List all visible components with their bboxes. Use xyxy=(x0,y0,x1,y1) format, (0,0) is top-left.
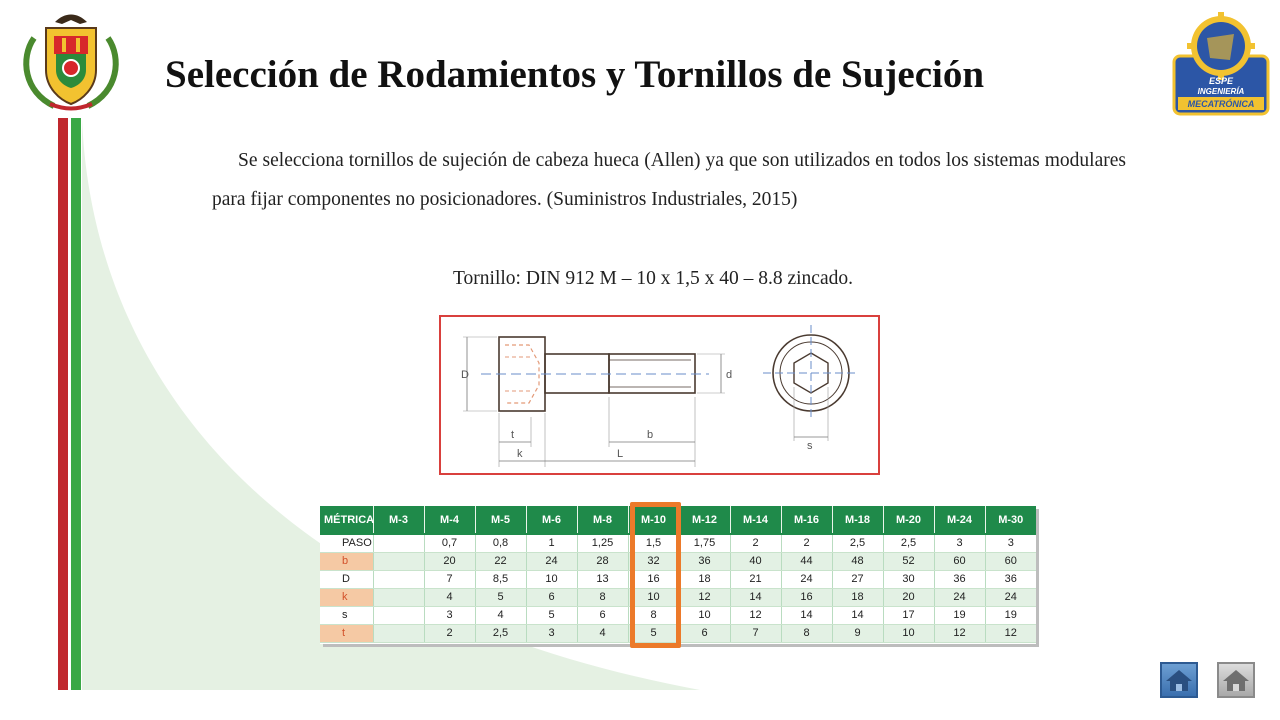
table-cell: 9 xyxy=(832,624,883,642)
table-row-label: s xyxy=(320,606,373,624)
table-cell: 0,8 xyxy=(475,534,526,552)
table-cell: 16 xyxy=(628,570,679,588)
table-cell: 12 xyxy=(730,606,781,624)
table-row-label: PASO xyxy=(320,534,373,552)
table-cell: 20 xyxy=(424,552,475,570)
table-header-cell: M-18 xyxy=(832,506,883,534)
table-cell: 5 xyxy=(526,606,577,624)
table-cell xyxy=(373,588,424,606)
table-cell: 36 xyxy=(934,570,985,588)
table-cell: 60 xyxy=(934,552,985,570)
table-cell: 8 xyxy=(781,624,832,642)
table-cell: 36 xyxy=(985,570,1036,588)
table-cell: 3 xyxy=(424,606,475,624)
dim-label-k: k xyxy=(517,448,523,460)
table-cell: 7 xyxy=(424,570,475,588)
dim-label-L: L xyxy=(617,448,624,460)
table-cell: 27 xyxy=(832,570,883,588)
table-cell: 40 xyxy=(730,552,781,570)
logo-text-mecatronica: MECATRÓNICA xyxy=(1187,99,1255,109)
table-row xyxy=(320,534,1036,552)
end-button[interactable] xyxy=(1217,662,1255,698)
table-cell: 24 xyxy=(985,588,1036,606)
metric-dimension-table xyxy=(320,506,1036,644)
table-cell: 4 xyxy=(577,624,628,642)
table-cell: 2 xyxy=(730,534,781,552)
table-cell: 3 xyxy=(934,534,985,552)
table-row xyxy=(320,624,1036,642)
red-stripe xyxy=(58,118,68,690)
home-button[interactable] xyxy=(1160,662,1198,698)
table-header-metrica: MÉTRICA xyxy=(320,506,373,534)
table-header-cell: M-3 xyxy=(373,506,424,534)
table-cell: 7 xyxy=(730,624,781,642)
table-header-cell: M-14 xyxy=(730,506,781,534)
table-cell: 3 xyxy=(526,624,577,642)
table-row xyxy=(320,606,1036,624)
table-cell: 24 xyxy=(526,552,577,570)
table-cell: 10 xyxy=(679,606,730,624)
table-cell xyxy=(373,534,424,552)
table-cell: 6 xyxy=(526,588,577,606)
table-cell: 5 xyxy=(628,624,679,642)
table-cell: 2 xyxy=(781,534,832,552)
table-row-label: b xyxy=(320,552,373,570)
bolt-spec-line: Tornillo: DIN 912 M – 10 x 1,5 x 40 – 8.8 zincado. xyxy=(453,268,853,289)
end-icon xyxy=(1221,667,1251,693)
table-cell: 12 xyxy=(934,624,985,642)
table-cell: 16 xyxy=(781,588,832,606)
table-cell: 17 xyxy=(883,606,934,624)
table-cell xyxy=(373,624,424,642)
table-cell: 10 xyxy=(628,588,679,606)
table-cell: 1,5 xyxy=(628,534,679,552)
table-row-label: k xyxy=(320,588,373,606)
table-cell: 20 xyxy=(883,588,934,606)
table-header-cell: M-24 xyxy=(934,506,985,534)
table-header-cell: M-6 xyxy=(526,506,577,534)
table-cell: 32 xyxy=(628,552,679,570)
table-cell: 1,75 xyxy=(679,534,730,552)
table-cell: 52 xyxy=(883,552,934,570)
table-cell: 8,5 xyxy=(475,570,526,588)
slide-title: Selección de Rodamientos y Tornillos de Sujeción xyxy=(165,53,985,96)
table-header-cell: M-4 xyxy=(424,506,475,534)
table-cell: 5 xyxy=(475,588,526,606)
table-cell: 0,7 xyxy=(424,534,475,552)
table-header-cell: M-12 xyxy=(679,506,730,534)
table-cell: 2,5 xyxy=(475,624,526,642)
table-header-cell: M-30 xyxy=(985,506,1036,534)
table-cell: 60 xyxy=(985,552,1036,570)
table-cell: 1 xyxy=(526,534,577,552)
table-row-label: t xyxy=(320,624,373,642)
screw-technical-drawing xyxy=(439,315,880,475)
table-cell: 4 xyxy=(424,588,475,606)
table-row xyxy=(320,588,1036,606)
table-cell: 12 xyxy=(985,624,1036,642)
table-cell: 14 xyxy=(832,606,883,624)
table-cell: 3 xyxy=(985,534,1036,552)
table-cell: 28 xyxy=(577,552,628,570)
logo-text-espe: ESPE xyxy=(1208,76,1234,86)
table-cell: 12 xyxy=(679,588,730,606)
table-cell: 8 xyxy=(628,606,679,624)
logo-text-ingenieria: INGENIERÍA xyxy=(1197,87,1245,96)
table-cell: 21 xyxy=(730,570,781,588)
table-cell: 36 xyxy=(679,552,730,570)
dim-label-b: b xyxy=(647,429,654,441)
dim-label-D: D xyxy=(461,369,469,381)
table-cell: 22 xyxy=(475,552,526,570)
dim-label-d: d xyxy=(726,369,733,381)
table-cell: 4 xyxy=(475,606,526,624)
table-row-label: D xyxy=(320,570,373,588)
table-header-cell: M-10 xyxy=(628,506,679,534)
table-cell: 10 xyxy=(883,624,934,642)
table-cell: 6 xyxy=(577,606,628,624)
coat-of-arms-logo xyxy=(10,8,132,112)
table-cell xyxy=(373,606,424,624)
table-header-cell: M-16 xyxy=(781,506,832,534)
table-cell: 44 xyxy=(781,552,832,570)
table-cell: 24 xyxy=(781,570,832,588)
table-cell: 48 xyxy=(832,552,883,570)
table-cell: 19 xyxy=(934,606,985,624)
table-cell: 6 xyxy=(679,624,730,642)
table-cell xyxy=(373,570,424,588)
table-cell: 2,5 xyxy=(883,534,934,552)
table-cell: 13 xyxy=(577,570,628,588)
table-cell: 2,5 xyxy=(832,534,883,552)
table-cell: 30 xyxy=(883,570,934,588)
green-stripe xyxy=(71,118,81,690)
table-header-cell: M-5 xyxy=(475,506,526,534)
espe-mecatronica-logo xyxy=(1172,8,1270,118)
body-paragraph: Se selecciona tornillos de sujeción de cabeza hueca (Allen) ya que son utilizados en todos los sistemas modulares para fijar componentes no posicionadores. (Suministros Industriales, 2015) xyxy=(212,150,1126,210)
table-cell: 10 xyxy=(526,570,577,588)
table-cell: 8 xyxy=(577,588,628,606)
dim-label-s: s xyxy=(807,440,813,452)
table-cell: 14 xyxy=(781,606,832,624)
table-cell: 18 xyxy=(679,570,730,588)
home-icon xyxy=(1164,667,1194,693)
table-header-cell: M-8 xyxy=(577,506,628,534)
table-cell: 1,25 xyxy=(577,534,628,552)
table-row xyxy=(320,552,1036,570)
dim-label-t: t xyxy=(511,429,515,441)
table-cell: 18 xyxy=(832,588,883,606)
table-cell: 14 xyxy=(730,588,781,606)
table-cell: 2 xyxy=(424,624,475,642)
table-header-cell: M-20 xyxy=(883,506,934,534)
table-cell: 19 xyxy=(985,606,1036,624)
table-row xyxy=(320,570,1036,588)
table-cell: 24 xyxy=(934,588,985,606)
table-cell xyxy=(373,552,424,570)
